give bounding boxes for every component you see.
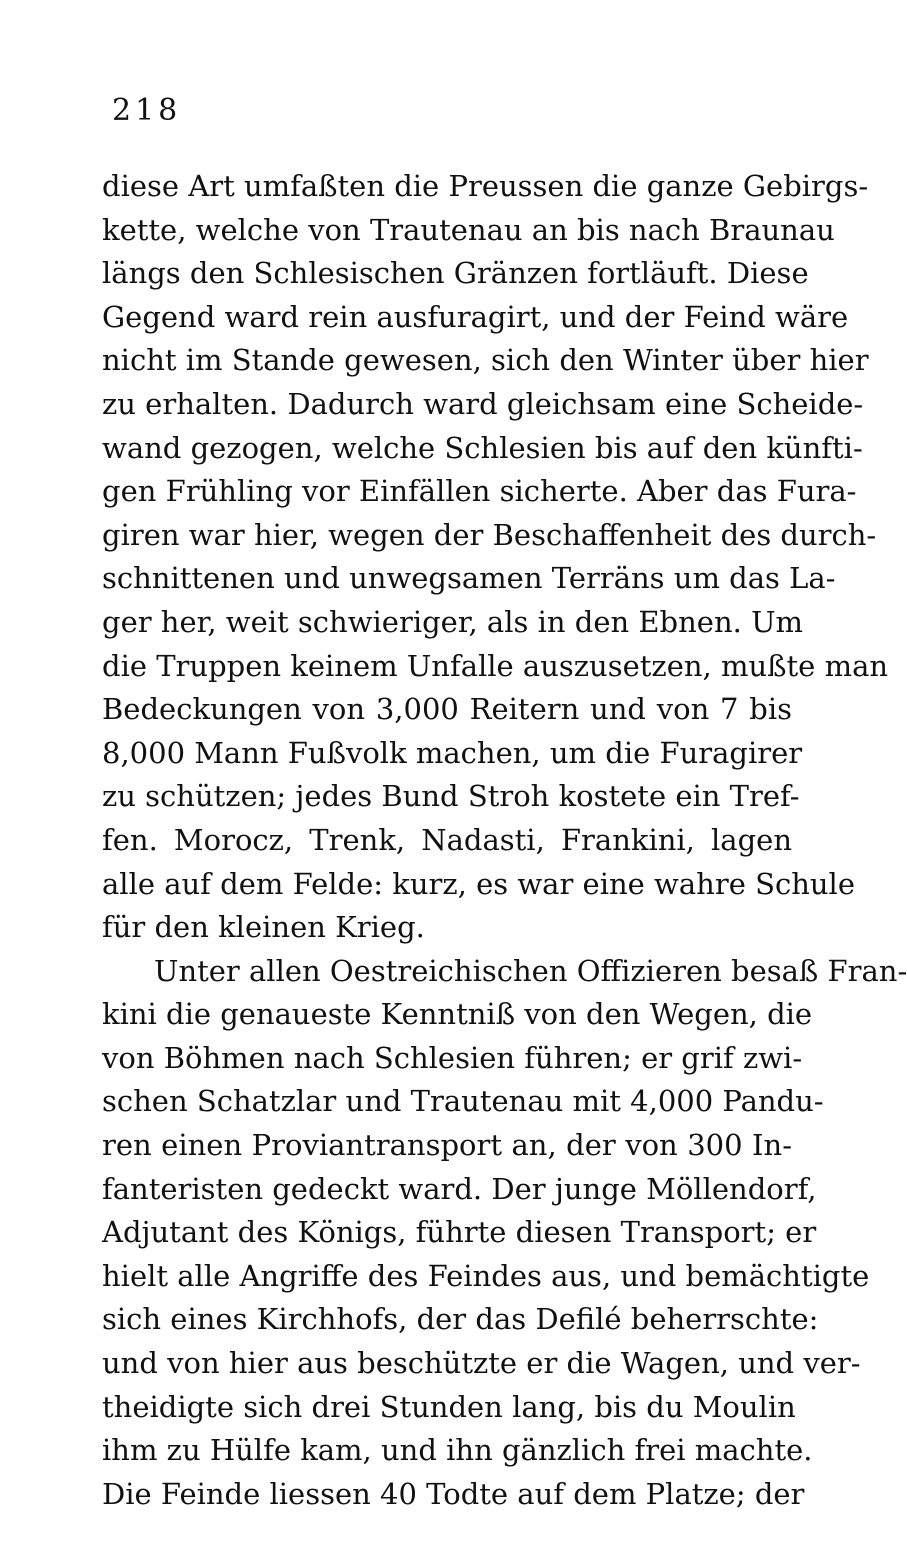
text-line: ihm zu Hülfe kam, und ihn gänzlich frei machte.	[102, 1433, 813, 1468]
text-line: ren einen Proviantransport an, der von 300 In-	[102, 1128, 792, 1163]
paragraph-end-line: für den kleinen Krieg.	[102, 910, 425, 945]
text-line: nicht im Stande gewesen, sich den Winter über hier	[102, 343, 869, 378]
text-line: zu erhalten. Dadurch ward gleichsam eine Scheide-	[102, 386, 864, 421]
text-line: schen Schatzlar und Trautenau mit 4,000 Pandu-	[102, 1084, 824, 1119]
text-line: Bedeckungen von 3,000 Reitern und von 7 bis	[102, 692, 792, 727]
text-line: alle auf dem Felde: kurz, es war eine wahre Schule	[102, 866, 855, 901]
text-line: ger her, weit schwieriger, als in den Ebnen. Um	[102, 604, 804, 639]
text-line: hielt alle Angriffe des Feindes aus, und bemächtigte	[102, 1258, 870, 1293]
page-number: 218	[112, 93, 182, 128]
text-line: sich eines Kirchhofs, der das Defilé beherrschte:	[102, 1302, 819, 1337]
text-line: von Böhmen nach Schlesien führen; er grif zwi-	[102, 1040, 803, 1075]
text-line: fanteristen gedeckt ward. Der junge Möllendorf,	[102, 1171, 817, 1206]
paragraph-start-line: Unter allen Oestreichischen Offizieren besaß Fran-	[154, 953, 907, 988]
text-line: Adjutant des Königs, führte diesen Transport; er	[102, 1215, 817, 1250]
text-line: giren war hier, wegen der Beschaffenheit des durch-	[102, 517, 877, 552]
text-line: kette, welche von Trautenau an bis nach Braunau	[102, 212, 835, 247]
text-line: zu schützen; jedes Bund Stroh kostete ein Tref-	[102, 779, 800, 814]
body-text	[102, 165, 907, 1516]
text-line: theidigte sich drei Stunden lang, bis du Moulin	[102, 1389, 796, 1424]
text-line: und von hier aus beschützte er die Wagen, und ver-	[102, 1346, 861, 1381]
text-line: kini die genaueste Kenntniß von den Wegen, die	[102, 997, 813, 1032]
text-line: 8,000 Mann Fußvolk machen, um die Furagirer	[102, 735, 803, 770]
text-line: längs den Schlesischen Gränzen fortläuft. Diese	[102, 256, 809, 291]
text-line: Die Feinde liessen 40 Todte auf dem Platze; der	[102, 1476, 805, 1511]
text-line: wand gezogen, welche Schlesien bis auf den künfti-	[102, 430, 863, 465]
text-line: fen. Morocz, Trenk, Nadasti, Frankini, lagen	[102, 822, 792, 857]
text-line: Gegend ward rein ausfuragirt, und der Feind wäre	[102, 299, 849, 334]
text-line: schnittenen und unwegsamen Terräns um das La-	[102, 561, 836, 596]
text-line: die Truppen keinem Unfalle auszusetzen, mußte man	[102, 648, 889, 683]
text-line: diese Art umfaßten die Preussen die ganze Gebirgs-	[102, 169, 869, 203]
text-line: gen Frühling vor Einfällen sicherte. Aber das Fura-	[102, 474, 857, 509]
